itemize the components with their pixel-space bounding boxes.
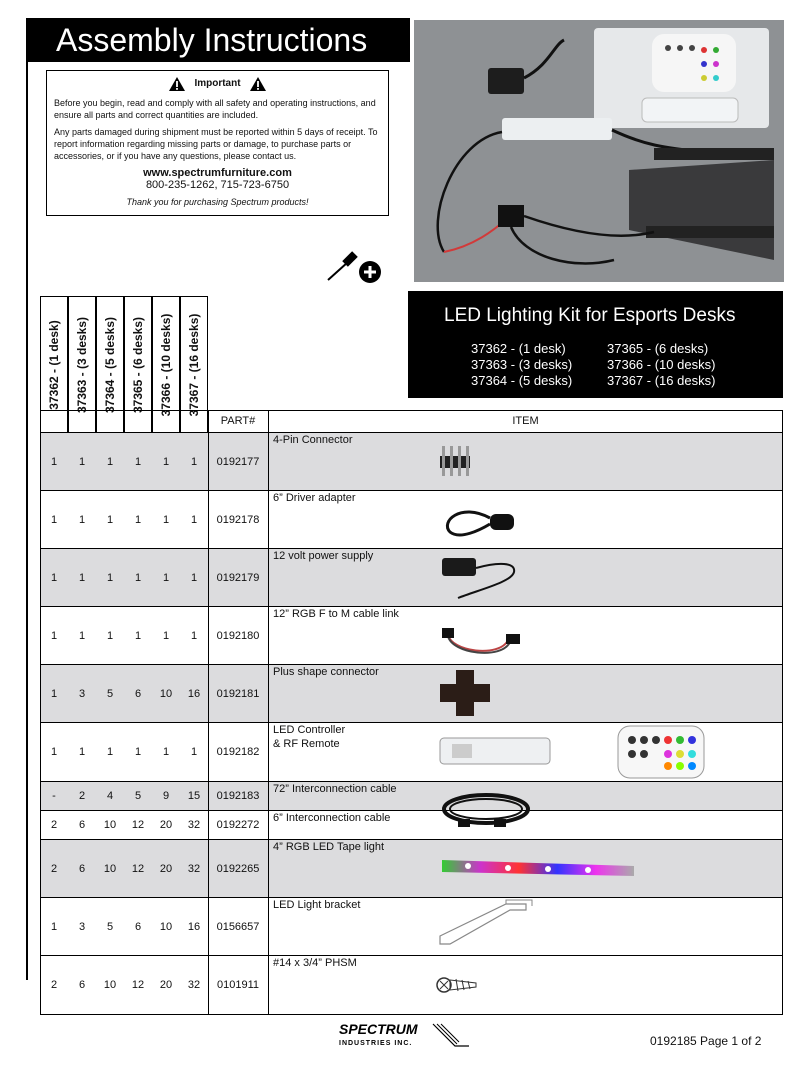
kit-item: 37363 - (3 desks) bbox=[471, 357, 573, 372]
qty-cell: 1 bbox=[162, 746, 170, 758]
qty-cell: 2 bbox=[50, 819, 58, 831]
qty-cell: 1 bbox=[50, 571, 58, 584]
qty-cell: 15 bbox=[187, 790, 201, 802]
qty-cell: 10 bbox=[103, 819, 117, 831]
qty-cell: 1 bbox=[78, 513, 86, 526]
qty-cell: 1 bbox=[78, 629, 86, 642]
qty-cell: 1 bbox=[134, 629, 142, 642]
qty-cell: 20 bbox=[159, 979, 173, 991]
warning-icon bbox=[168, 76, 186, 92]
qty-cell: 10 bbox=[103, 862, 117, 875]
qty-cell: 1 bbox=[50, 455, 58, 468]
qty-cell: 1 bbox=[106, 746, 114, 758]
qty-cell: 3 bbox=[78, 687, 86, 700]
part-number-cell: 0192182 bbox=[216, 746, 260, 758]
item-name: 4-Pin Connector bbox=[273, 434, 353, 446]
left-margin-rule bbox=[26, 18, 28, 980]
part-number-cell: 0192272 bbox=[216, 819, 260, 831]
qty-cell: 5 bbox=[134, 790, 142, 802]
qty-cell: 4 bbox=[106, 790, 114, 802]
table-row bbox=[40, 781, 783, 810]
spectrum-logo bbox=[337, 1020, 471, 1055]
qty-header: 37366 - (10 desks) bbox=[152, 296, 180, 432]
qty-cell: 2 bbox=[50, 862, 58, 875]
part-header: PART# bbox=[220, 415, 256, 427]
qty-cell: 10 bbox=[103, 979, 117, 991]
table-divider bbox=[268, 410, 269, 1015]
table-row bbox=[40, 955, 783, 1014]
qty-cell: 1 bbox=[190, 746, 198, 758]
qty-cell: 12 bbox=[131, 819, 145, 831]
part-number-cell: 0192180 bbox=[216, 629, 260, 642]
item-cell bbox=[273, 811, 443, 839]
qty-cell: 32 bbox=[187, 979, 201, 991]
item-name: LED Controller bbox=[273, 724, 346, 736]
kit-item: 37365 - (6 desks) bbox=[607, 341, 709, 356]
qty-cell: 20 bbox=[159, 862, 173, 875]
table-bottom-rule bbox=[40, 1014, 783, 1015]
kit-item: 37362 - (1 desk) bbox=[471, 341, 566, 356]
cable-link-icon bbox=[440, 614, 524, 665]
qty-cell: 1 bbox=[134, 746, 142, 758]
item-cell bbox=[273, 782, 443, 810]
damage-paragraph: Any parts damaged during shipment must be reported within 5 days of receipt. To report information regarding missing parts or damage, to purchase parts or accessories, or if you have any questions, please contact us. bbox=[54, 127, 378, 161]
qty-cell: 1 bbox=[78, 746, 86, 758]
item-name: 72” Interconnection cable bbox=[273, 783, 397, 795]
part-number-cell: 0156657 bbox=[216, 920, 260, 933]
qty-cell: 1 bbox=[162, 571, 170, 584]
led-controller-remote-icon bbox=[436, 724, 716, 785]
screw-icon bbox=[436, 970, 480, 1005]
screwdriver-plus-icon bbox=[324, 244, 384, 286]
qty-cell: 32 bbox=[187, 819, 201, 831]
light-bracket-icon bbox=[436, 898, 536, 957]
item-name: #14 x 3/4” PHSM bbox=[273, 957, 357, 969]
qty-cell: 1 bbox=[106, 455, 114, 468]
part-number-cell: 0192179 bbox=[216, 571, 260, 584]
qty-cell: 1 bbox=[190, 455, 198, 468]
spectrum-logo-graphic bbox=[337, 1020, 471, 1050]
qty-cell: 5 bbox=[106, 687, 114, 700]
table-row bbox=[40, 897, 783, 955]
qty-cell: 9 bbox=[162, 790, 170, 802]
qty-header: 37364 - (5 desks) bbox=[96, 296, 124, 432]
qty-cell: 3 bbox=[78, 920, 86, 933]
item-cell bbox=[273, 723, 443, 781]
qty-cell: 1 bbox=[190, 629, 198, 642]
qty-cell: 1 bbox=[50, 629, 58, 642]
important-heading bbox=[54, 75, 381, 93]
item-cell bbox=[273, 665, 443, 722]
item-cell bbox=[273, 491, 443, 548]
qty-cell: 16 bbox=[187, 920, 201, 933]
qty-cell: 2 bbox=[78, 790, 86, 802]
part-number-cell: 0192177 bbox=[216, 455, 260, 468]
qty-cell: - bbox=[52, 790, 56, 802]
qty-cell: 1 bbox=[50, 513, 58, 526]
qty-cell: 10 bbox=[159, 687, 173, 700]
svg-text:SPECTRUM: SPECTRUM bbox=[339, 1021, 418, 1037]
part-number-cell: 0101911 bbox=[216, 979, 259, 991]
qty-cell: 1 bbox=[162, 513, 170, 526]
part-number-cell: 0192178 bbox=[216, 513, 260, 526]
table-row bbox=[40, 548, 783, 606]
item-name: 12 volt power supply bbox=[273, 550, 374, 562]
item-name: 6” Interconnection cable bbox=[273, 812, 391, 824]
part-number-cell: 0192181 bbox=[216, 687, 260, 700]
item-cell bbox=[273, 956, 443, 1014]
4-pin-connector-icon bbox=[436, 444, 476, 483]
qty-cell: 6 bbox=[134, 687, 142, 700]
qty-cell: 5 bbox=[106, 920, 114, 933]
qty-cell: 12 bbox=[131, 979, 145, 991]
item-name: LED Light bracket bbox=[273, 899, 361, 911]
qty-cell: 10 bbox=[159, 920, 173, 933]
thank-you-note: Thank you for purchasing Spectrum products! bbox=[126, 197, 309, 207]
qty-header: 37362 - (1 desk) bbox=[40, 296, 68, 432]
qty-cell: 20 bbox=[159, 819, 173, 831]
table-border bbox=[782, 410, 783, 1015]
qty-cell: 1 bbox=[190, 513, 198, 526]
qty-cell: 6 bbox=[78, 862, 86, 875]
item-name: 12” RGB F to M cable link bbox=[273, 608, 399, 620]
power-supply-icon bbox=[438, 552, 522, 609]
qty-cell: 16 bbox=[187, 687, 201, 700]
table-row bbox=[40, 432, 783, 490]
website-link[interactable]: www.spectrumfurniture.com bbox=[143, 167, 292, 179]
qty-header: 37367 - (16 desks) bbox=[180, 296, 208, 432]
qty-cell: 1 bbox=[190, 571, 198, 584]
qty-header: 37365 - (6 desks) bbox=[124, 296, 152, 432]
qty-cell: 2 bbox=[50, 979, 58, 991]
interconnection-cable-icon bbox=[438, 785, 534, 840]
item-name: Plus shape connector bbox=[273, 666, 379, 678]
table-border bbox=[40, 296, 41, 1015]
item-cell bbox=[273, 898, 443, 955]
qty-cell: 12 bbox=[131, 862, 145, 875]
item-cell bbox=[273, 549, 443, 606]
qty-cell: 1 bbox=[50, 920, 58, 933]
table-row bbox=[40, 839, 783, 897]
item-name-line2: & RF Remote bbox=[273, 738, 340, 750]
qty-cell: 1 bbox=[162, 629, 170, 642]
table-divider bbox=[208, 410, 209, 1015]
driver-adapter-icon bbox=[440, 502, 520, 547]
qty-cell: 1 bbox=[134, 455, 142, 468]
qty-cell: 32 bbox=[187, 862, 201, 875]
led-tape-light-icon bbox=[438, 852, 638, 891]
qty-cell: 1 bbox=[134, 513, 142, 526]
kit-item: 37367 - (16 desks) bbox=[607, 373, 716, 388]
item-header: ITEM bbox=[512, 415, 539, 427]
qty-cell: 1 bbox=[106, 629, 114, 642]
qty-cell: 6 bbox=[78, 819, 86, 831]
svg-text:INDUSTRIES INC.: INDUSTRIES INC. bbox=[339, 1040, 413, 1047]
plus-connector-icon bbox=[436, 666, 494, 725]
table-row bbox=[40, 606, 783, 664]
table-row bbox=[40, 664, 783, 722]
page-title: Assembly Instructions bbox=[26, 18, 410, 62]
qty-cell: 1 bbox=[50, 746, 58, 758]
qty-cell: 1 bbox=[134, 571, 142, 584]
qty-cell: 6 bbox=[134, 920, 142, 933]
kit-item: 37364 - (5 desks) bbox=[471, 373, 573, 388]
qty-cell: 1 bbox=[162, 455, 170, 468]
safety-paragraph: Before you begin, read and comply with all safety and operating instructions, and ensure all parts and correct quantities are included. bbox=[54, 98, 376, 120]
part-number-cell: 0192265 bbox=[216, 862, 260, 875]
kit-banner bbox=[408, 291, 783, 398]
qty-cell: 6 bbox=[78, 979, 86, 991]
warning-icon bbox=[249, 76, 267, 92]
qty-cell: 1 bbox=[106, 513, 114, 526]
part-number-cell: 0192183 bbox=[216, 790, 260, 802]
important-label: Important bbox=[194, 78, 241, 89]
qty-cell: 1 bbox=[106, 571, 114, 584]
qty-cell: 1 bbox=[78, 571, 86, 584]
item-name: 6” Driver adapter bbox=[273, 492, 356, 504]
item-cell bbox=[273, 607, 443, 664]
phone-numbers: 800-235-1262, 715-723-6750 bbox=[145, 179, 290, 191]
page-number: 0192185 Page 1 of 2 bbox=[650, 1034, 762, 1048]
item-cell bbox=[273, 433, 443, 490]
product-photo bbox=[414, 20, 784, 282]
item-cell bbox=[273, 840, 443, 897]
qty-cell: 1 bbox=[78, 455, 86, 468]
important-notice bbox=[46, 70, 389, 216]
table-row bbox=[40, 810, 783, 839]
item-name: 4” RGB LED Tape light bbox=[273, 841, 385, 853]
qty-header: 37363 - (3 desks) bbox=[68, 296, 96, 432]
kit-item: 37366 - (10 desks) bbox=[607, 357, 716, 372]
qty-cell: 1 bbox=[50, 687, 58, 700]
kit-title: LED Lighting Kit for Esports Desks bbox=[444, 305, 736, 326]
table-row bbox=[40, 490, 783, 548]
